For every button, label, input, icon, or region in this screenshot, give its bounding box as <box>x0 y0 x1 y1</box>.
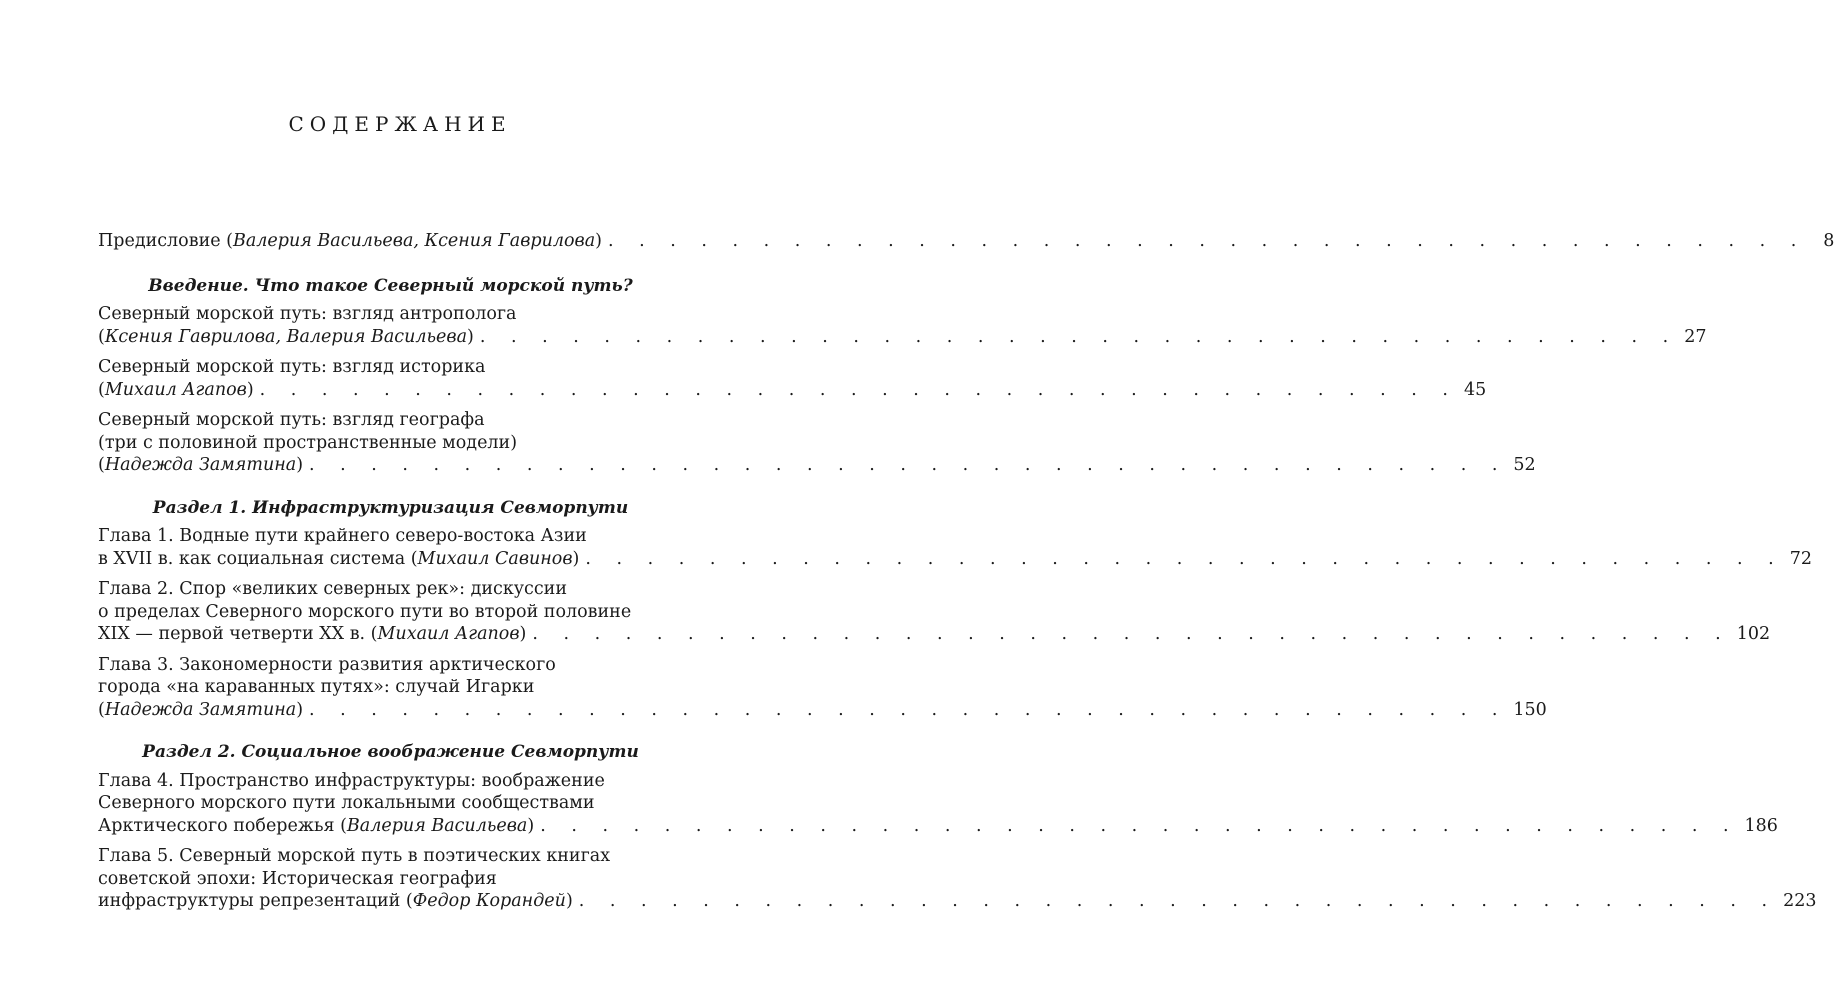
entry-author: Надежда Замятина <box>104 455 297 475</box>
entry-line: города «на караванных путях»: случай Игарки <box>98 677 535 697</box>
toc-entry[interactable] <box>98 654 1547 722</box>
page-number: 8 <box>1823 231 1834 251</box>
toc-entry[interactable] <box>98 525 1812 570</box>
leader-dots: . . . . . . . . . . . . . . . . . . . . . . . . . . . . . . . . . . . . . . . <box>608 231 1807 251</box>
entry-line: о пределах Северного морского пути во второй половине <box>98 601 632 622</box>
entry-text: инфраструктуры репрезентаций (Федор Корандей) <box>98 891 573 911</box>
toc-entry[interactable] <box>98 356 1487 401</box>
entry-line: Северный морской путь: взгляд историка <box>98 357 486 377</box>
page-number: 45 <box>1464 379 1487 400</box>
page-number: 102 <box>1736 624 1771 644</box>
entry-line: Глава 1. Водные пути крайнего северо-востока Азии <box>98 526 587 546</box>
entry-line: Глава 2. Спор «великих северных рек»: дискуссии <box>98 579 567 599</box>
entry-author: Валерия Васильева, Ксения Гаврилова <box>232 231 596 251</box>
entry-author: Михаил Агапов <box>377 624 520 644</box>
leader-dots: . . . . . . . . . . . . . . . . . . . . . . . . . . . . . . . . . . . . . . . <box>259 379 1458 400</box>
toc-entry-preface[interactable] <box>98 230 1834 253</box>
page-number: 186 <box>1744 815 1778 836</box>
entry-text: в XVII в. как социальная система (Михаил Савинов) <box>98 548 580 569</box>
entry-line: Глава 3. Закономерности развития арктического <box>98 654 556 675</box>
leader-dots: . . . . . . . . . . . . . . . . . . . . . . . . . . . . . . . . . . . . . . . <box>479 326 1679 347</box>
leader-dots: . . . . . . . . . . . . . . . . . . . . . . . . . . . . . . . . . . . . . . . <box>585 548 1784 569</box>
entry-line: Северный морской путь: взгляд географа <box>98 410 485 430</box>
entry-text: (Михаил Агапов) <box>98 379 254 400</box>
table-of-contents <box>98 230 1834 921</box>
toc-entry[interactable] <box>98 409 1536 477</box>
entry-line: Глава 5. Северный морской путь в поэтических книгах <box>98 846 611 866</box>
section-heading-2: Раздел 2. Социальное воображение Севморпути <box>142 742 639 762</box>
leader-dots: . . . . . . . . . . . . . . . . . . . . . . . . . . . . . . . . . . . . . . . <box>578 891 1778 911</box>
section-entries-2 <box>98 770 1817 913</box>
entry-line: советской эпохи: Историческая география <box>98 868 497 889</box>
leader-dots: . . . . . . . . . . . . . . . . . . . . . . . . . . . . . . . . . . . . . . . <box>540 815 1739 836</box>
entry-text: (Надежда Замятина) <box>98 455 304 475</box>
leader-dots: . . . . . . . . . . . . . . . . . . . . . . . . . . . . . . . . . . . . . . . <box>532 624 1731 644</box>
page-number: 52 <box>1513 455 1536 475</box>
entry-line: Северного морского пути локальными сообществами <box>98 793 595 813</box>
page-title: СОДЕРЖАНИЕ <box>288 112 512 136</box>
entry-line: Глава 4. Пространство инфраструктуры: воображение <box>98 770 605 791</box>
entry-author: Валерия Васильева <box>346 815 528 836</box>
leader-dots: . . . . . . . . . . . . . . . . . . . . . . . . . . . . . . . . . . . . . . . <box>309 455 1508 475</box>
entry-text: (Ксения Гаврилова, Валерия Васильева) <box>98 326 474 347</box>
page-number: 223 <box>1783 891 1817 911</box>
entry-author: Михаил Савинов <box>417 548 573 569</box>
toc-entry[interactable] <box>98 303 1707 348</box>
entry-author: Михаил Агапов <box>104 379 247 400</box>
entry-line: Северный морской путь: взгляд антрополога <box>98 304 517 324</box>
entry-text: Предисловие (Валерия Васильева, Ксения Гаврилова) <box>98 231 602 251</box>
leader-dots: . . . . . . . . . . . . . . . . . . . . . . . . . . . . . . . . . . . . . . . <box>309 699 1508 720</box>
section-heading-intro: Введение. Что такое Северный морской путь? <box>148 275 633 296</box>
entry-text: Арктического побережья (Валерия Васильева) <box>98 815 535 836</box>
section-entries-intro <box>98 303 1707 477</box>
section-heading-1: Раздел 1. Инфраструктуризация Севморпути <box>152 497 629 518</box>
entry-line: (три с половиной пространственные модели) <box>98 432 518 453</box>
page-number: 150 <box>1513 699 1547 720</box>
toc-entry[interactable] <box>98 578 1771 646</box>
entry-author: Ксения Гаврилова, Валерия Васильева <box>104 326 468 347</box>
entry-author: Надежда Замятина <box>104 699 297 720</box>
entry-text: XIX — первой четверти XX в. (Михаил Агапов) <box>98 624 527 644</box>
entry-text: (Надежда Замятина) <box>98 699 304 720</box>
toc-entry[interactable] <box>98 845 1817 913</box>
entry-author: Федор Корандей <box>412 891 566 911</box>
page-number: 27 <box>1684 326 1707 347</box>
toc-entry[interactable] <box>98 770 1778 838</box>
section-entries-1 <box>98 525 1812 721</box>
page-number: 72 <box>1789 548 1812 569</box>
